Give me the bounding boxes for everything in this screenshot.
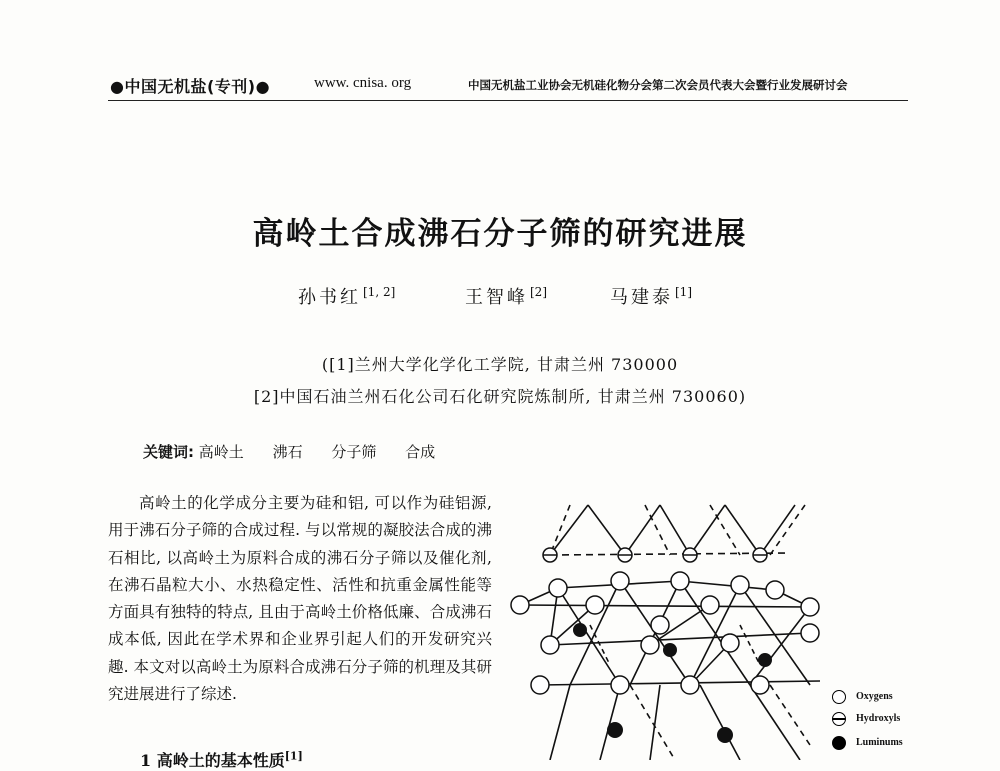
body-text xyxy=(108,490,492,708)
filled-circle-icon xyxy=(832,736,846,750)
keyword: 沸石 xyxy=(272,443,303,461)
open-circle-icon xyxy=(832,690,846,704)
section-heading: 1 高岭土的基本性质[1] xyxy=(140,749,303,770)
running-header xyxy=(108,70,908,101)
affiliation-1: ([1]兰州大学化学化工学院, 甘肃兰州 730000 xyxy=(321,355,679,374)
keywords xyxy=(143,441,459,462)
author-1: 孙书红 [1, 2] xyxy=(298,285,396,308)
journal-name: ●中国无机盐(专刊)● xyxy=(110,77,271,96)
barred-circle-icon xyxy=(832,712,846,726)
body-paragraph: 高岭土的化学成分主要为硅和铝, 可以作为硅铝源, 用于沸石分子筛的合成过程. 与以常规的凝胶法合成的沸石相比, 以高岭土为原料合成的沸石分子筛以及催化剂, 在沸石晶粒大小、水热稳定性、活性和抗重金属性能等方面具有独特的特点, 且由于高岭土价格低廉、合成沸石成本低, 因此在学术界和企业界引起人们的开发研究兴趣. 本文对以高岭土为原料合成沸石分子筛的机理及其研究进展进行了综述. xyxy=(108,494,492,704)
conference-name: 中国无机盐工业协会无机硅化物分会第二次会员代表大会暨行业发展研讨会 xyxy=(468,78,848,92)
author-2: 王智峰 [2] xyxy=(465,285,547,308)
keywords-label: 关键词: xyxy=(143,443,194,461)
paper-title: 高岭土合成沸石分子筛的研究进展 xyxy=(252,216,748,252)
keyword: 合成 xyxy=(405,443,436,461)
affiliation-2: [2]中国石油兰州石化公司石化研究院炼制所, 甘肃兰州 730060) xyxy=(253,387,747,406)
keyword: 分子筛 xyxy=(331,443,377,461)
keyword: 高岭土 xyxy=(198,443,244,461)
journal-url[interactable]: www. cnisa. org xyxy=(314,75,412,91)
kaolinite-structure-figure xyxy=(510,495,830,760)
author-3: 马建泰 [1] xyxy=(610,285,692,308)
